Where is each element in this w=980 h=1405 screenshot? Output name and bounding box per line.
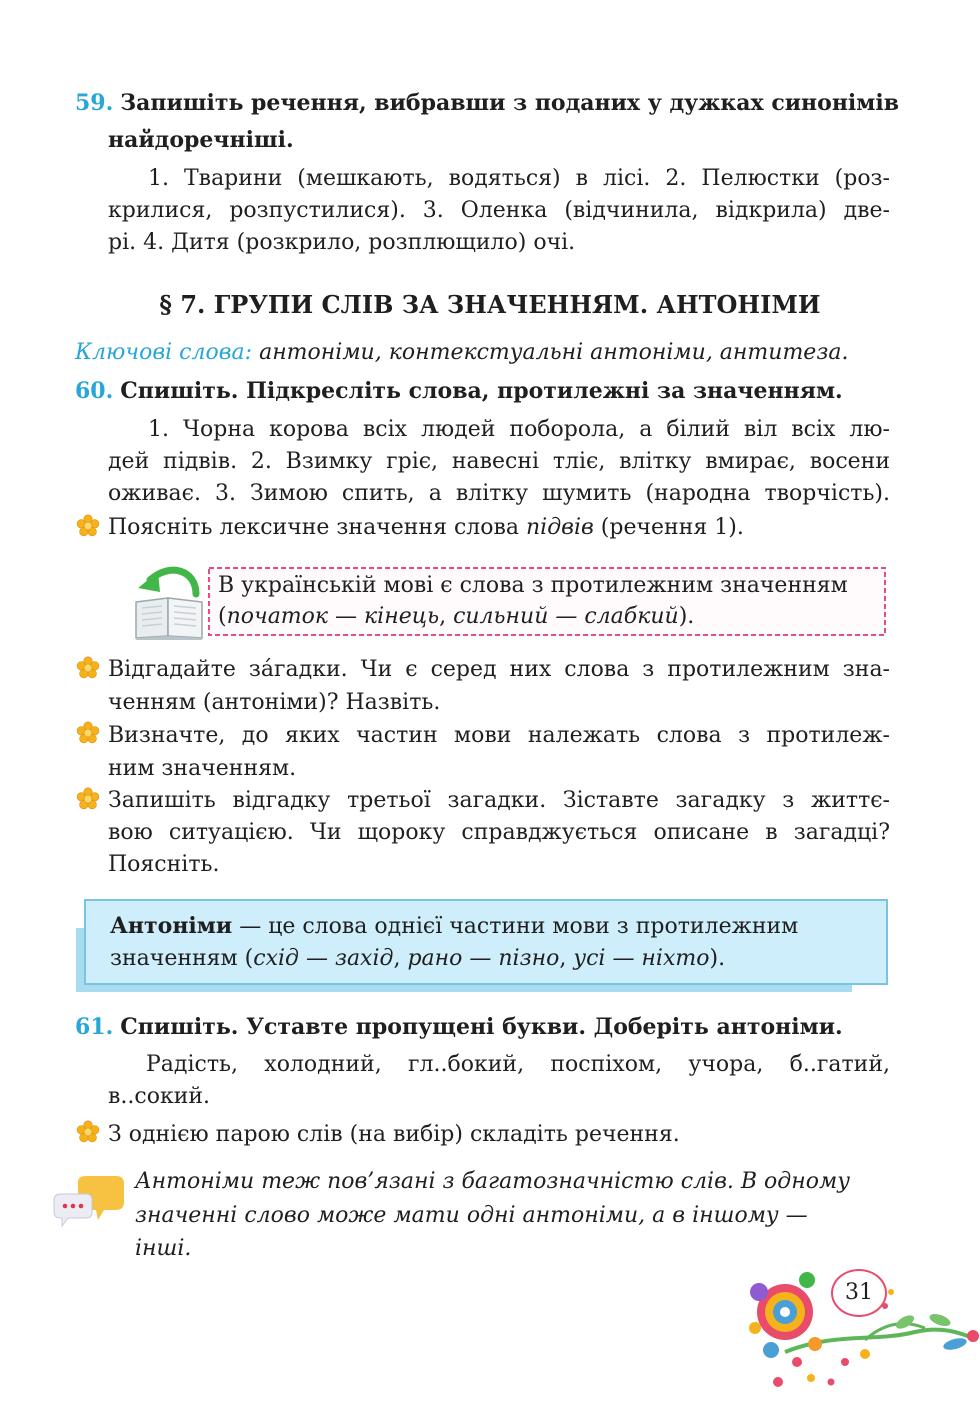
rule-punct: , <box>439 604 454 629</box>
question-line: Поясніть. <box>108 852 220 877</box>
flower-bullet-icon <box>76 514 100 538</box>
exercise-number: 60. <box>75 378 114 404</box>
exercise-text-line: крилися, розпустилися). 3. Оленка (відчинила, відкрила) две- <box>108 198 890 223</box>
question-line: Визначте, до яких частин мови належать слова з протилеж- <box>108 723 890 748</box>
flower-bullet-icon <box>76 787 100 811</box>
exercise-text-line: 1. Тварини (мешкають, водяться) в лісі. 2. Пелюстки (роз- <box>148 166 890 191</box>
flower-bullet-icon <box>76 1120 100 1144</box>
question-line <box>108 512 890 543</box>
exercise-number: 59. <box>75 90 114 116</box>
question-line: З однією парою слів (на вибір) складіть речення. <box>108 1122 680 1147</box>
question-text: (речення 1). <box>593 515 744 540</box>
keywords-label: Ключові слова: <box>75 340 253 365</box>
rule-text-line <box>218 601 898 632</box>
question-line: ченням (антоніми)? Назвіть. <box>108 690 441 715</box>
exercise-61-task <box>75 1012 857 1043</box>
exercise-text-line: 1. Чорна корова всіх людей поборола, а білий віл всіх лю- <box>148 417 890 442</box>
exercise-task-text: найдоречніші. <box>108 127 294 153</box>
definition-example: рано — пізно <box>407 946 560 971</box>
keywords-items: антоніми, контекстуальні антоніми, антитеза. <box>252 340 849 365</box>
exercise-60-task <box>75 376 857 407</box>
section-title: § 7. ГРУПИ СЛІВ ЗА ЗНАЧЕННЯМ. АНТОНІМИ <box>159 290 821 319</box>
question-line: Відгадайте зáгадки. Чи є серед них слова з протилежним зна- <box>108 657 890 682</box>
exercise-text-line: дей підвів. 2. Взимку гріє, навесні тліє, влітку вмирає, восени <box>108 449 890 474</box>
flower-bullet-icon <box>76 656 100 680</box>
note-line: інші. <box>135 1236 192 1261</box>
page-number: 31 <box>831 1269 887 1317</box>
question-line: вою ситуацією. Чи щороку справджується описане в загадці? <box>108 820 890 845</box>
rule-example: сильний — слабкий <box>453 604 679 629</box>
definition-text: , <box>559 946 574 971</box>
question-text: Поясніть лексичне значення слова <box>108 515 526 540</box>
definition-text: ). <box>709 946 726 971</box>
exercise-text-line: Радість, холодний, гл..бокий, поспіхом, учора, б..гатий, <box>146 1052 890 1077</box>
exercise-text-line: оживає. 3. Зимою спить, а влітку шумить (народна творчість). <box>108 481 890 506</box>
rule-example: початок — кінець <box>226 604 440 629</box>
exercise-59-task <box>75 88 900 119</box>
question-line: ним значенням. <box>108 756 297 781</box>
exercise-task-text: Спишіть. Уставте пропущені букви. Доберіть антоніми. <box>120 1014 843 1040</box>
rule-punct: ( <box>218 604 227 629</box>
exercise-text-line: рі. 4. Дитя (розкрило, розплющило) очі. <box>108 230 576 255</box>
flower-bullet-icon <box>76 721 100 745</box>
definition-example: усі — ніхто <box>573 946 710 971</box>
exercise-text-line: в..сокий. <box>108 1084 211 1109</box>
question-word: підвів <box>526 515 594 540</box>
definition-line <box>110 911 870 942</box>
definition-example: схід — захід <box>253 946 394 971</box>
rule-text-line: В українській мові є слова з протилежним значенням <box>218 573 848 598</box>
keywords-line <box>75 338 895 368</box>
note-line: Антоніми теж пов’язані з багатозначністю слів. В одному <box>135 1169 850 1194</box>
exercise-task-text: Запишіть речення, вибравши з поданих у дужках синонімів <box>120 90 900 116</box>
definition-text: значенням ( <box>110 946 254 971</box>
definition-line <box>110 943 870 974</box>
question-line: Запишіть відгадку третьої загадки. Зіставте загадку з життє- <box>108 788 890 813</box>
exercise-number: 61. <box>75 1014 114 1040</box>
note-line: значенні слово може мати одні антоніми, а в іншому — <box>135 1203 808 1228</box>
exercise-task-text: Спишіть. Підкресліть слова, протилежні за значенням. <box>120 378 843 404</box>
speech-bubbles-icon <box>52 1176 126 1228</box>
definition-term: Антоніми <box>110 913 233 939</box>
rule-punct: ). <box>678 604 695 629</box>
definition-text: , <box>393 946 408 971</box>
definition-text: — це слова однієї частини мови з протилежним <box>232 914 799 939</box>
book-arrow-icon <box>130 558 210 640</box>
